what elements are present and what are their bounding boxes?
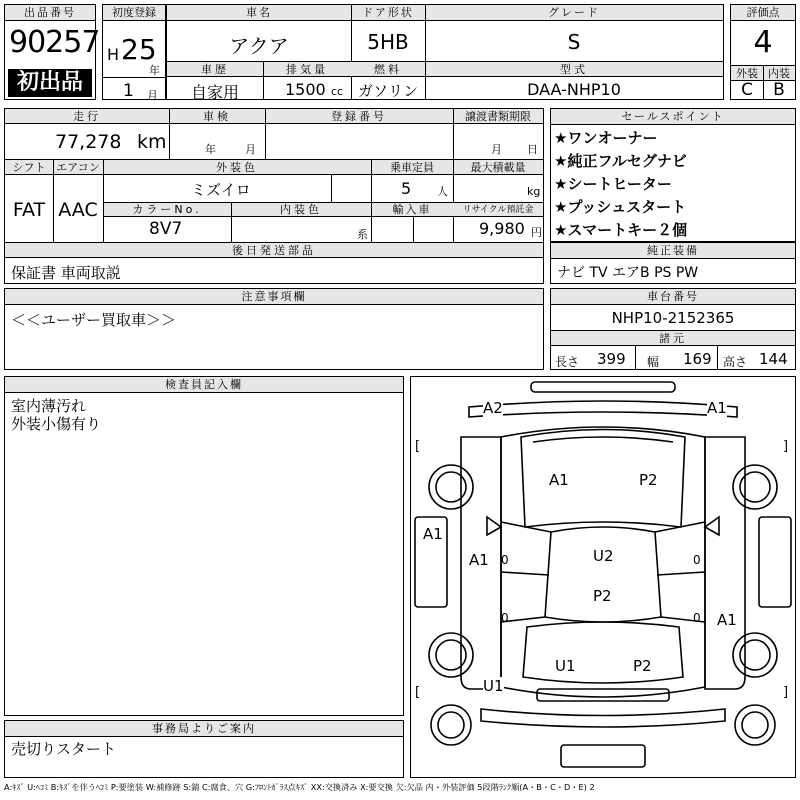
width: 169 bbox=[683, 350, 712, 368]
inspector-box bbox=[4, 376, 404, 716]
mark-front-right: A1 bbox=[707, 399, 727, 417]
int-color-unit: 系 bbox=[357, 228, 368, 241]
mileage-label: 走行 bbox=[73, 110, 101, 123]
height-label: 高さ bbox=[723, 355, 748, 369]
car-name-label: 車名 bbox=[167, 5, 351, 21]
office-box bbox=[4, 720, 404, 778]
sales-points-box bbox=[550, 108, 796, 242]
mark-hood-right: P2 bbox=[639, 471, 658, 489]
first-registration-box bbox=[102, 4, 166, 100]
mark-trunk-right: P2 bbox=[633, 657, 652, 675]
recycle-unit: 円 bbox=[531, 226, 542, 239]
grade: S bbox=[567, 30, 581, 54]
score-label: 評価点 bbox=[731, 5, 795, 21]
era: H bbox=[107, 45, 120, 64]
chassis-box bbox=[550, 288, 796, 370]
model-label: 型式 bbox=[560, 63, 588, 76]
sales-point: ★純正フルセグナビ bbox=[554, 152, 687, 170]
mark-rear-left: U1 bbox=[483, 677, 504, 695]
equipment-value: ナビ TV エアB PS PW bbox=[557, 265, 699, 281]
inspection-year-unit: 年 bbox=[205, 143, 216, 156]
ac: AAC bbox=[58, 199, 98, 221]
bracket-right-top: ] bbox=[783, 439, 789, 454]
recycle: 9,980 bbox=[479, 219, 525, 238]
int-grade: B bbox=[773, 80, 785, 100]
mileage-unit: km bbox=[137, 131, 167, 153]
sales-points-list bbox=[554, 127, 794, 242]
transfer-month-unit: 月 bbox=[491, 143, 502, 156]
import-label: 輸入車 bbox=[392, 203, 432, 216]
zero-mark: 0 bbox=[501, 611, 509, 625]
month-unit: 月 bbox=[147, 89, 158, 102]
bracket-left-bottom: [ bbox=[415, 685, 421, 700]
history-label: 車歴 bbox=[201, 63, 229, 76]
mark-right-door: A1 bbox=[717, 611, 737, 629]
sales-point: ★スマートキー２個 bbox=[554, 221, 688, 239]
length: 399 bbox=[597, 350, 626, 368]
car-outline bbox=[411, 377, 795, 777]
lot-number: 90257 bbox=[9, 25, 100, 60]
office-label: 事務局よりご案内 bbox=[5, 721, 403, 737]
equipment-box bbox=[550, 242, 796, 284]
sales-point: ★ワンオーナー bbox=[554, 129, 658, 147]
mark-left-fender: A1 bbox=[423, 525, 443, 543]
ext-grade: C bbox=[741, 80, 753, 100]
office-value: 売切りスタート bbox=[11, 740, 117, 758]
max-load-label: 最大積載量 bbox=[470, 161, 526, 174]
bracket-right-bottom: ] bbox=[783, 685, 789, 700]
displacement-label: 排気量 bbox=[286, 63, 328, 76]
capacity-unit: 人 bbox=[437, 185, 448, 198]
mileage: 77,278 bbox=[55, 131, 122, 153]
notes-label: 注意事項欄 bbox=[5, 289, 543, 305]
displacement-unit: cc bbox=[331, 85, 344, 98]
max-load-unit: kg bbox=[527, 185, 541, 198]
height: 144 bbox=[759, 350, 788, 368]
ext-color: ミズイロ bbox=[191, 181, 251, 199]
reg-no-label: 登録番号 bbox=[331, 110, 387, 123]
transfer-label: 譲渡書類期限 bbox=[465, 110, 531, 123]
grade-label: グレード bbox=[425, 5, 723, 21]
notes-value: ＜＜ユーザー買取車＞＞ bbox=[11, 311, 177, 329]
later-parts-label: 後日発送部品 bbox=[232, 244, 316, 257]
mark-roof-front: U2 bbox=[593, 547, 614, 565]
score-box bbox=[730, 4, 796, 100]
ext-color-label: 外装色 bbox=[216, 161, 258, 174]
reg-month: 1 bbox=[123, 81, 134, 101]
chassis-number: NHP10-2152365 bbox=[611, 309, 735, 327]
ac-label: エアコン bbox=[56, 161, 100, 174]
fuel: ガソリン bbox=[357, 82, 418, 100]
int-color-label: 内装色 bbox=[280, 203, 322, 216]
lot-label: 出品番号 bbox=[5, 5, 95, 21]
inspection-month-unit: 月 bbox=[245, 143, 256, 156]
reg-year: 25 bbox=[121, 33, 157, 66]
recycle-label: リサイクル預託金 bbox=[462, 205, 534, 215]
inspector-line: 外装小傷有り bbox=[11, 415, 102, 433]
mark-roof: P2 bbox=[593, 587, 612, 605]
mark-hood-left: A1 bbox=[549, 471, 569, 489]
mark-left-door: A1 bbox=[469, 551, 489, 569]
bracket-left-top: [ bbox=[415, 439, 421, 454]
sales-point: ★シートヒーター bbox=[554, 175, 672, 193]
transfer-day-unit: 日 bbox=[527, 143, 538, 156]
lot-box bbox=[4, 4, 100, 100]
width-label: 幅 bbox=[647, 355, 660, 369]
shift-label: シフト bbox=[12, 161, 46, 174]
year-unit: 年 bbox=[149, 64, 160, 77]
shift: FAT bbox=[12, 199, 46, 221]
ext-grade-label: 外装 bbox=[736, 67, 758, 80]
vehicle-info-box bbox=[166, 4, 724, 100]
color-no: 8V7 bbox=[149, 219, 183, 239]
first-listing-badge: 初出品 bbox=[8, 69, 92, 97]
capacity: 5 bbox=[401, 179, 412, 198]
details-box bbox=[4, 108, 544, 284]
zero-mark: 0 bbox=[501, 553, 509, 567]
history: 自家用 bbox=[190, 83, 239, 102]
car-name: アクア bbox=[229, 34, 289, 58]
int-grade-label: 内装 bbox=[768, 67, 790, 80]
first-reg-label: 初度登録 bbox=[103, 5, 165, 21]
legend: A:ｷｽﾞ U:ﾍｺﾐ B:ｷｽﾞを伴うﾍｺﾐ P:要塗装 W:補修跡 S:錆 C:腐食、穴 G:ﾌﾛﾝﾄｶﾞﾗｽ点ｷｽﾞ XX:交換済み X:要交換 欠:欠品 内・外装評価 5段階ﾗﾝｸ順(A・B・C・D・E) 2 bbox=[4, 782, 595, 792]
spec-label: 諸元 bbox=[659, 332, 687, 345]
inspection-label: 車検 bbox=[203, 110, 231, 123]
displacement: 1500 bbox=[285, 80, 326, 99]
inspector-line: 室内薄汚れ bbox=[11, 397, 87, 415]
door-type: 5HB bbox=[367, 30, 409, 54]
color-no-label: カラーNo. bbox=[132, 203, 202, 216]
length-label: 長さ bbox=[555, 355, 580, 369]
mark-front-left: A2 bbox=[483, 399, 503, 417]
capacity-label: 乗車定員 bbox=[390, 161, 434, 174]
fuel-label: 燃料 bbox=[374, 63, 402, 76]
equipment-label: 純正装備 bbox=[551, 243, 795, 259]
later-parts: 保証書 車両取説 bbox=[11, 264, 121, 282]
sales-point: ★プッシュスタート bbox=[554, 198, 687, 216]
damage-diagram bbox=[410, 376, 796, 778]
zero-mark: 0 bbox=[693, 611, 701, 625]
score: 4 bbox=[753, 25, 773, 60]
model: DAA-NHP10 bbox=[527, 80, 621, 99]
zero-mark: 0 bbox=[693, 553, 701, 567]
chassis-label: 車台番号 bbox=[551, 289, 795, 305]
notes-box bbox=[4, 288, 544, 370]
sales-points-label: セールスポイント bbox=[551, 109, 795, 125]
mark-trunk-left: U1 bbox=[555, 657, 576, 675]
inspector-label: 検査員記入欄 bbox=[5, 377, 403, 393]
door-label: ドア形状 bbox=[351, 5, 425, 21]
